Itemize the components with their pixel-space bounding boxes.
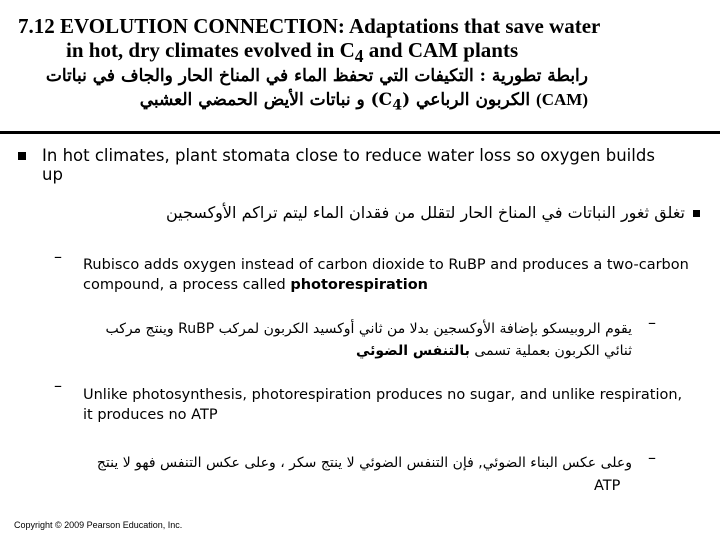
sub-bullet-1-ar-line-1: يقوم الروبيسكو بإضافة الأوكسجين بدلا من ثاني أوكسيد الكربون لمركب RuBP وينتج مركب (105, 321, 632, 337)
arabic-title-line-2-a: الكربون الرباعي (C (378, 90, 537, 110)
arabic-title-line-2-b: ) و نباتات الأيض الحمضي العشبي (139, 90, 379, 110)
title-line-2-a: in hot, dry climates evolved in C (66, 38, 355, 62)
arabic-title-line-1: رابطة تطورية : التكيفات التي تحفظ الماء في المناخ الحار والجاف في نباتات (45, 66, 588, 86)
photorespiration-term-ar: بالتنفس الضوئي (355, 343, 470, 359)
bullet-square-icon (18, 152, 26, 160)
arabic-title-cam: (CAM) (536, 90, 588, 109)
dash-icon: – (54, 376, 62, 395)
slide-title (18, 14, 708, 68)
arabic-title (18, 64, 588, 117)
dash-icon: – (54, 247, 62, 266)
title-line-2-b: and CAM plants (363, 38, 519, 62)
sub-bullet-1-ar-line-2-a: ثنائي الكربون بعملية تسمى (469, 343, 632, 359)
title-subscript: 4 (354, 46, 364, 67)
dash-icon: – (648, 448, 656, 467)
sub-bullet-1-en-text: Rubisco adds oxygen instead of carbon dioxide to RuBP and produces a two-carbon compound, a process called (83, 257, 689, 293)
arabic-title-subscript: 4 (392, 97, 403, 114)
bullet-square-icon (693, 210, 700, 217)
title-divider (0, 131, 720, 134)
title-line-1: 7.12 EVOLUTION CONNECTION: Adaptations that save water (18, 14, 601, 38)
sub-bullet-2-ar-line-2: ATP (594, 478, 621, 494)
main-bullet-en: In hot climates, plant stomata close to reduce water loss so oxygen builds up (42, 146, 655, 184)
copyright-footer: Copyright © 2009 Pearson Education, Inc. (14, 520, 183, 530)
sub-bullet-2-en: Unlike photosynthesis, photorespiration produces no sugar, and unlike respiration, it produces no ATP (83, 387, 683, 423)
sub-bullet-2-ar-line-1: وعلى عكس البناء الضوئي, فإن التنفس الضوئي لا ينتج سكر ، وعلى عكس التنفس فهو لا ينتج (96, 455, 632, 471)
sub-bullet-1-ar (20, 318, 632, 362)
main-bullet-ar: تغلق ثغور النباتات في المناخ الحار لتقلل من فقدان الماء ليتم تراكم الأوكسجين (165, 203, 685, 222)
photorespiration-term: photorespiration (290, 277, 428, 293)
sub-bullet-1-en (83, 255, 693, 295)
sub-bullet-1-ar-line-2 (20, 340, 632, 362)
dash-icon: – (648, 313, 656, 332)
arabic-title-line-2 (18, 88, 588, 117)
